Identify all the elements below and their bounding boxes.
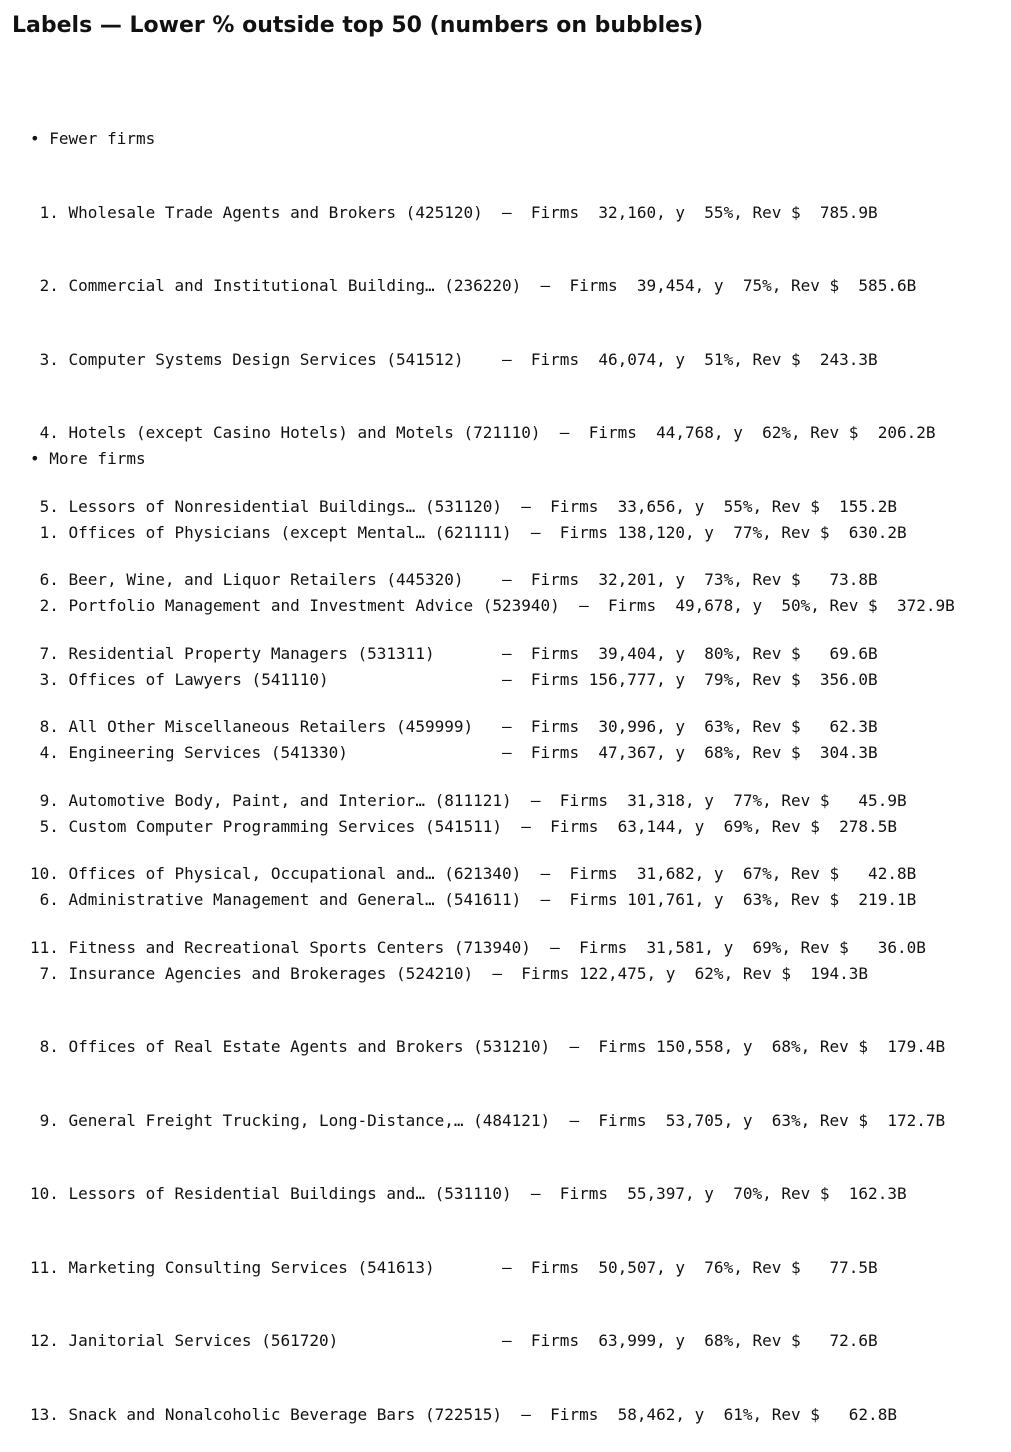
list-item: 11. Marketing Consulting Services (541613) — Firms 50,507, y 76%, Rev $ 77.5B [30,1257,878,1277]
list-item: 1. Wholesale Trade Agents and Brokers (425120) — Firms 32,160, y 55%, Rev $ 785.9B [30,202,878,222]
list-item: 5. Lessors of Nonresidential Buildings… (531120) — Firms 33,656, y 55%, Rev $ 155.2B [30,496,897,516]
list-item: 8. All Other Miscellaneous Retailers (459999) — Firms 30,996, y 63%, Rev $ 62.3B [30,717,878,736]
list-item: 3. Offices of Lawyers (541110) — Firms 156,777, y 79%, Rev $ 356.0B [30,669,878,689]
list-item: 6. Beer, Wine, and Liquor Retailers (445320) — Firms 32,201, y 73%, Rev $ 73.8B [30,570,878,589]
list-item: 7. Residential Property Managers (531311) — Firms 39,404, y 80%, Rev $ 69.6B [30,643,878,663]
list-item: 4. Engineering Services (541330) — Firms 47,367, y 68%, Rev $ 304.3B [30,743,878,762]
list-item: 11. Fitness and Recreational Sports Centers (713940) — Firms 31,581, y 69%, Rev $ 36.0B [30,937,926,957]
section-heading: • More firms [30,449,146,468]
list-item: 1. Offices of Physicians (except Mental… (621111) — Firms 138,120, y 77%, Rev $ 630.2B [30,522,907,542]
list-item: 5. Custom Computer Programming Services (541511) — Firms 63,144, y 69%, Rev $ 278.5B [30,816,897,836]
list-item: 4. Hotels (except Casino Hotels) and Motels (721110) — Firms 44,768, y 62%, Rev $ 206.2B [30,423,936,442]
list-item: 13. Snack and Nonalcoholic Beverage Bars (722515) — Firms 58,462, y 61%, Rev $ 62.8B [30,1404,897,1424]
list-item: 7. Insurance Agencies and Brokerages (524210) — Firms 122,475, y 62%, Rev $ 194.3B [30,963,869,983]
list-item: 2. Commercial and Institutional Building… (236220) — Firms 39,454, y 75%, Rev $ 585.6B [30,276,917,295]
list-item: 9. Automotive Body, Paint, and Interior… (811121) — Firms 31,318, y 77%, Rev $ 45.9B [30,790,907,810]
list-item: 3. Computer Systems Design Services (541512) — Firms 46,074, y 51%, Rev $ 243.3B [30,349,878,369]
list-item: 2. Portfolio Management and Investment Advice (523940) — Firms 49,678, y 50%, Rev $ 372.9B [30,596,955,615]
list-item: 9. General Freight Trucking, Long-Distance,… (484121) — Firms 53,705, y 63%, Rev $ 172.7B [30,1110,946,1130]
section-heading: • Fewer firms [30,129,156,148]
list-item: 6. Administrative Management and General… (541611) — Firms 101,761, y 63%, Rev $ 219.1B [30,890,917,909]
section-more-firms [30,398,955,1452]
list-item: 10. Lessors of Residential Buildings and… (531110) — Firms 55,397, y 70%, Rev $ 162.3B [30,1184,907,1203]
list-item: 12. Janitorial Services (561720) — Firms 63,999, y 68%, Rev $ 72.6B [30,1331,878,1350]
page-title: Labels — Lower % outside top 50 (numbers on bubbles) [12,13,704,38]
list-item: 8. Offices of Real Estate Agents and Brokers (531210) — Firms 150,558, y 68%, Rev $ 179.4B [30,1037,946,1056]
list-item: 10. Offices of Physical, Occupational and… (621340) — Firms 31,682, y 67%, Rev $ 42.8B [30,864,917,883]
